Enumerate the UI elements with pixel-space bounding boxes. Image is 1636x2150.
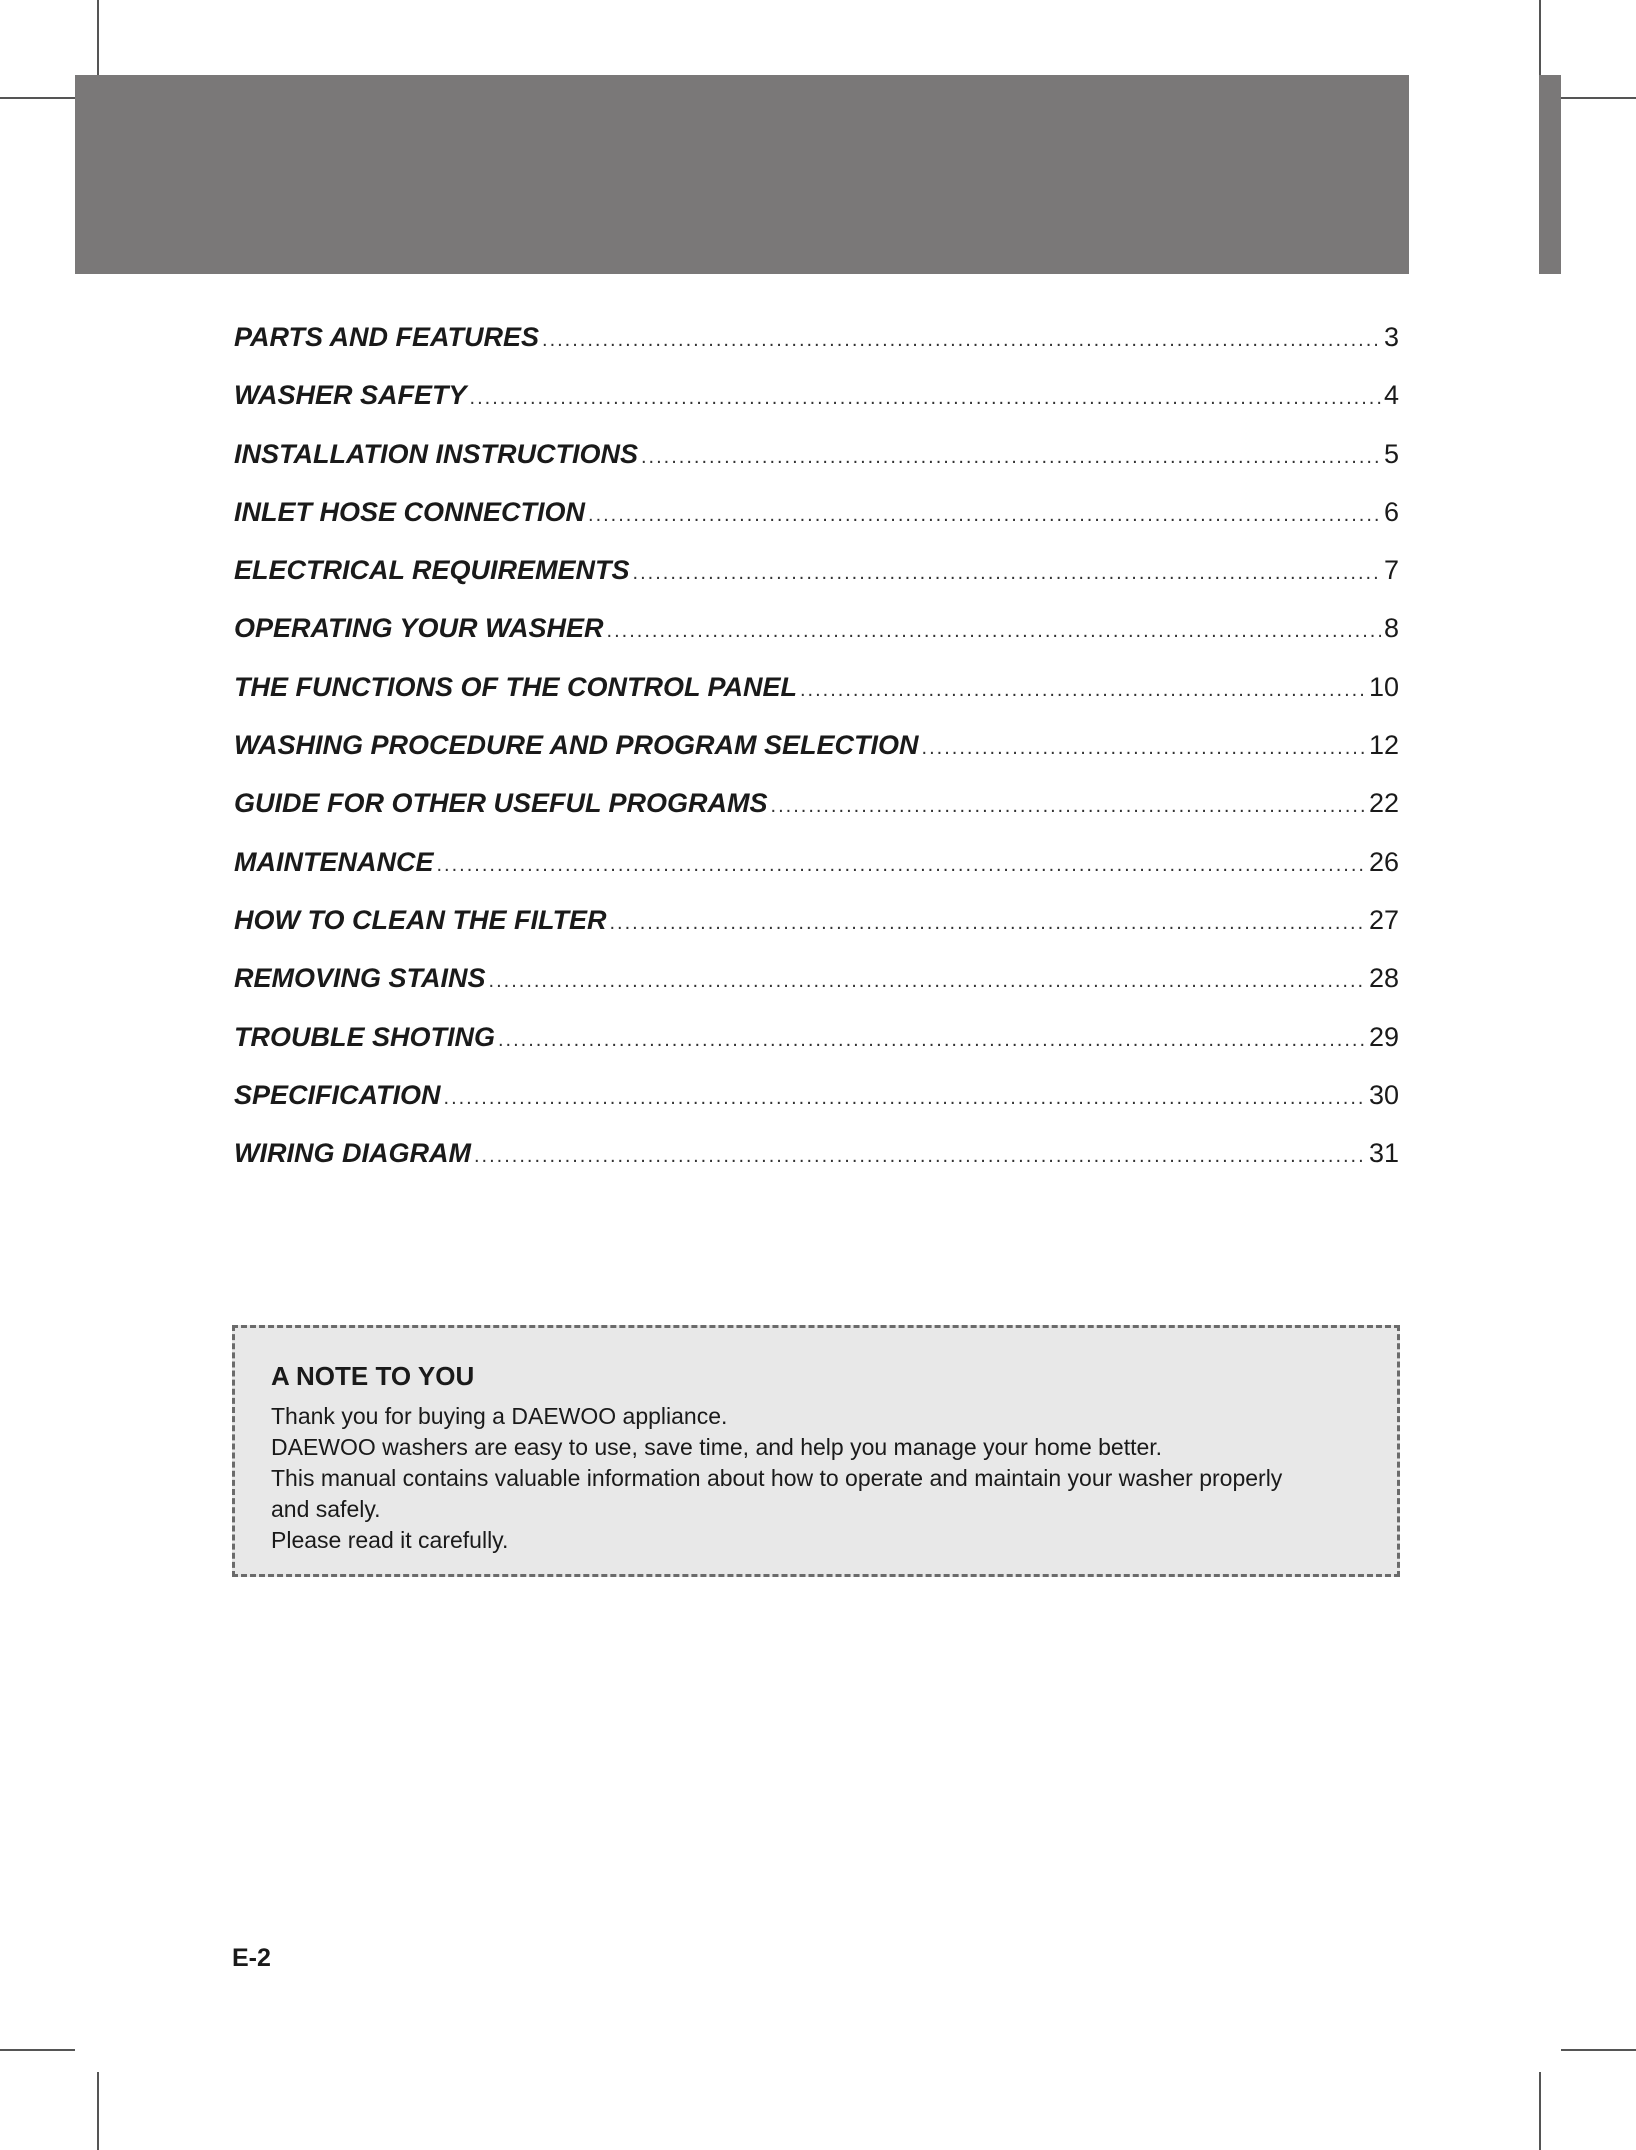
toc-dot-leader [474, 1145, 1366, 1168]
toc-entry-title: GUIDE FOR OTHER USEFUL PROGRAMS [234, 788, 768, 819]
toc-entry-title: TROUBLE SHOTING [234, 1021, 495, 1052]
crop-mark-bottom-left-vertical [97, 2072, 99, 2150]
toc-entry-page: 27 [1368, 904, 1399, 935]
toc-dot-leader [641, 446, 1381, 469]
toc-entry-page: 22 [1368, 788, 1399, 819]
toc-dot-leader [633, 562, 1381, 585]
toc-entry[interactable] [234, 963, 1399, 1021]
toc-entry-page: 6 [1383, 496, 1399, 527]
toc-entry-page: 26 [1368, 846, 1399, 877]
toc-dot-leader [444, 1087, 1366, 1110]
toc-entry[interactable] [234, 497, 1399, 555]
toc-entry-page: 12 [1368, 730, 1399, 761]
toc-dot-leader [771, 795, 1366, 818]
toc-dot-leader [607, 620, 1381, 643]
toc-entry[interactable] [234, 672, 1399, 730]
note-box [232, 1325, 1400, 1577]
toc-entry[interactable] [234, 322, 1399, 380]
note-title: A NOTE TO YOU [271, 1361, 475, 1391]
note-line: This manual contains valuable information about how to operate and maintain your washer properly [271, 1464, 1283, 1491]
note-line: DAEWOO washers are easy to use, save time, and help you manage your home better. [271, 1433, 1163, 1460]
crop-mark-top-left-vertical [97, 0, 99, 75]
toc-dot-leader [588, 504, 1381, 527]
side-tab [1539, 75, 1561, 274]
toc-entry[interactable] [234, 555, 1399, 613]
toc-entry[interactable] [234, 439, 1399, 497]
note-line: Thank you for buying a DAEWOO appliance. [271, 1402, 728, 1429]
toc-entry-title: WIRING DIAGRAM [234, 1138, 471, 1169]
toc-entry[interactable] [234, 847, 1399, 905]
toc-entry-page: 30 [1368, 1079, 1399, 1110]
crop-mark-bottom-left-horizontal [0, 2049, 75, 2051]
toc-dot-leader [498, 1029, 1366, 1052]
toc-dot-leader [542, 329, 1381, 352]
toc-entry-title: REMOVING STAINS [234, 963, 486, 994]
toc-entry-title: WASHING PROCEDURE AND PROGRAM SELECTION [234, 730, 919, 761]
toc-entry-title: ELECTRICAL REQUIREMENTS [234, 555, 630, 586]
toc-entry[interactable] [234, 905, 1399, 963]
crop-mark-top-left-horizontal [0, 97, 75, 99]
toc-dot-leader [609, 912, 1365, 935]
toc-entry-page: 10 [1368, 671, 1399, 702]
header-band [75, 75, 1409, 274]
toc-dot-leader [800, 679, 1366, 702]
toc-entry-title: MAINTENANCE [234, 846, 434, 877]
toc-entry[interactable] [234, 1080, 1399, 1138]
toc-entry-page: 29 [1368, 1021, 1399, 1052]
toc-entry-page: 28 [1368, 963, 1399, 994]
toc-dot-leader [489, 970, 1366, 993]
toc-entry-page: 5 [1383, 438, 1399, 469]
toc-entry[interactable] [234, 1022, 1399, 1080]
crop-mark-bottom-right-vertical [1539, 2072, 1541, 2150]
crop-mark-top-right-vertical [1539, 0, 1541, 75]
toc-entry-title: HOW TO CLEAN THE FILTER [234, 904, 607, 935]
toc-dot-leader [470, 387, 1381, 410]
toc-entry-page: 7 [1383, 555, 1399, 586]
note-line: and safely. [271, 1495, 381, 1522]
toc-entry-page: 31 [1368, 1138, 1399, 1169]
crop-mark-top-right-horizontal [1561, 97, 1636, 99]
toc-entry-title: INLET HOSE CONNECTION [234, 496, 586, 527]
toc-entry-title: SPECIFICATION [234, 1079, 441, 1110]
crop-mark-bottom-right-horizontal [1561, 2049, 1636, 2051]
toc-dot-leader [437, 854, 1366, 877]
toc-entry-page: 8 [1383, 613, 1399, 644]
toc-entry-title: PARTS AND FEATURES [234, 322, 540, 352]
toc-entry[interactable] [234, 730, 1399, 788]
page-number: E-2 [232, 1944, 271, 1972]
toc-entry[interactable] [234, 1138, 1399, 1196]
toc-entry-page: 4 [1383, 380, 1399, 411]
toc-entry[interactable] [234, 613, 1399, 671]
toc-entry-title: OPERATING YOUR WASHER [234, 613, 604, 644]
table-of-contents [234, 322, 1399, 1196]
toc-entry[interactable] [234, 788, 1399, 846]
toc-entry-title: WASHER SAFETY [234, 380, 467, 411]
toc-entry-title: INSTALLATION INSTRUCTIONS [234, 438, 638, 469]
note-line: Please read it carefully. [271, 1526, 509, 1553]
toc-dot-leader [922, 737, 1366, 760]
toc-entry-page: 3 [1383, 322, 1399, 352]
toc-entry-title: THE FUNCTIONS OF THE CONTROL PANEL [234, 671, 797, 702]
toc-entry[interactable] [234, 380, 1399, 438]
